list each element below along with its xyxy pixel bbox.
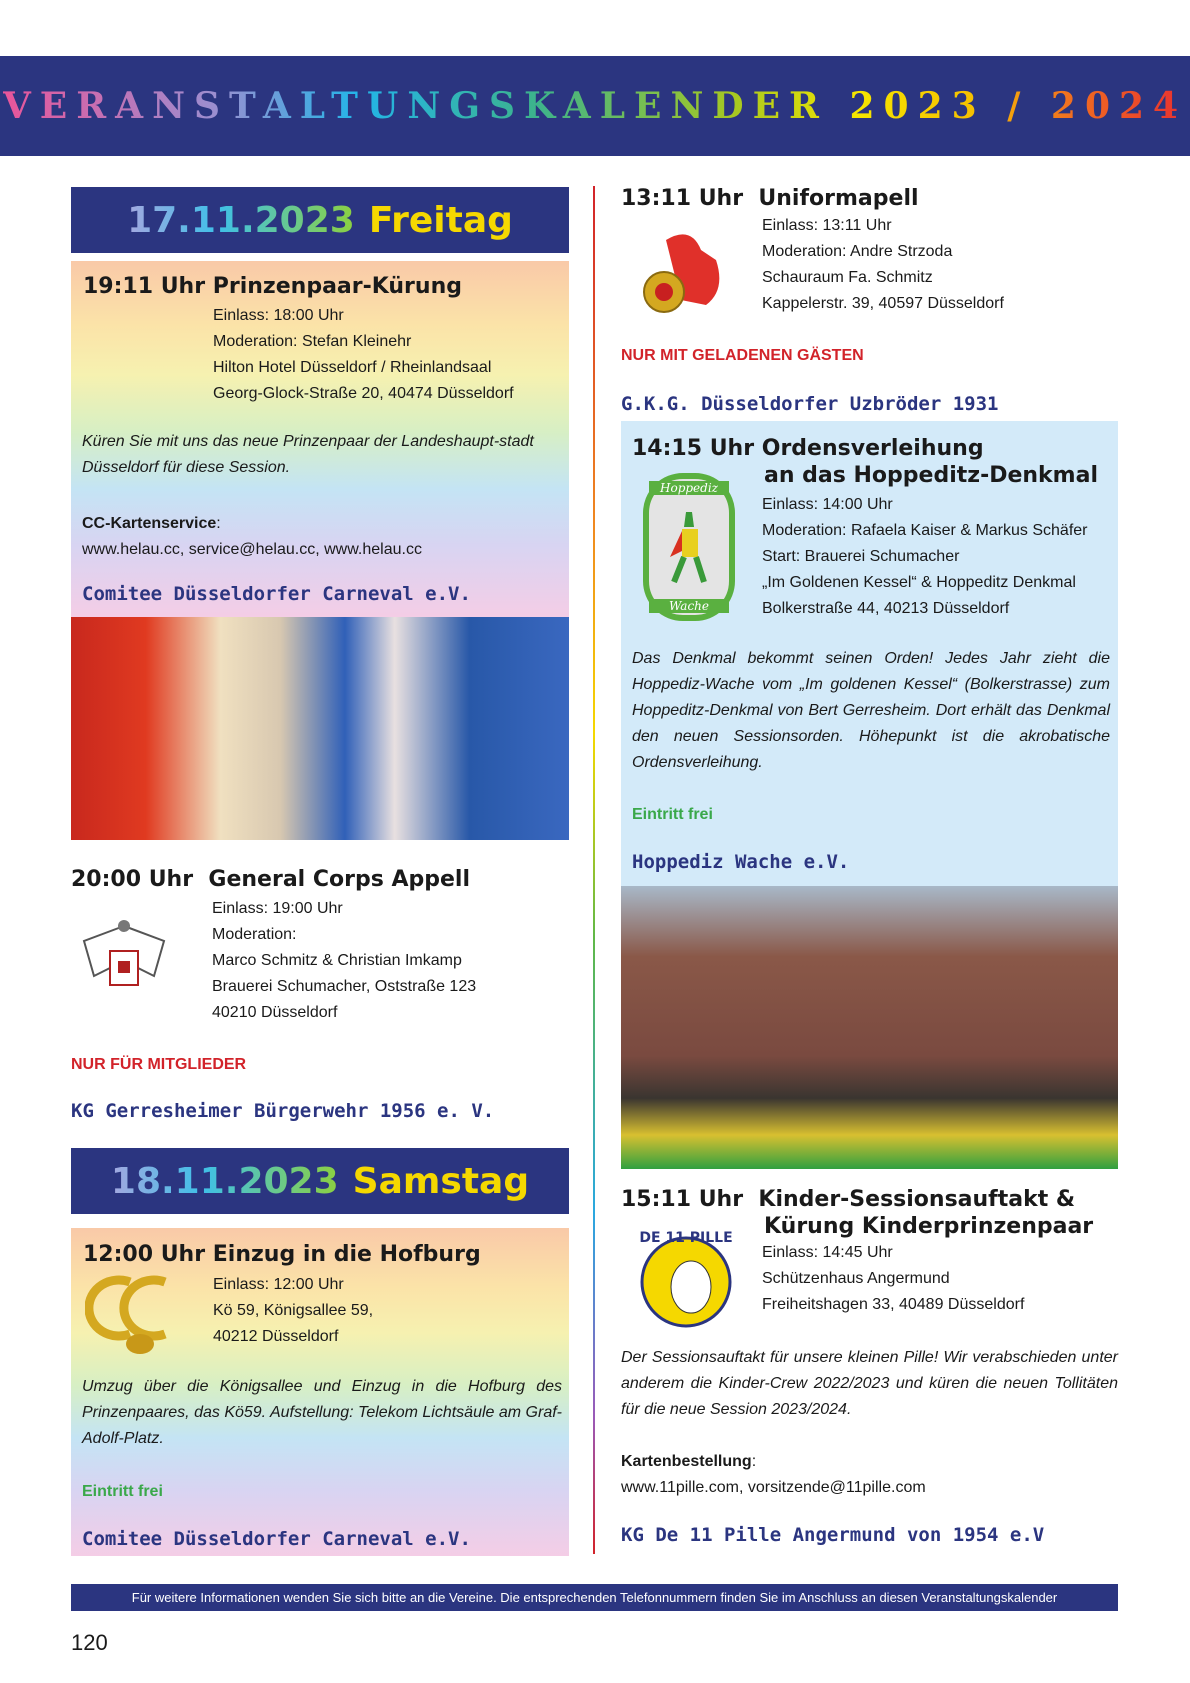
red-lion-icon <box>636 220 736 320</box>
weekday: Samstag <box>352 1160 530 1202</box>
info-line: Schauraum Fa. Schmitz <box>762 269 933 286</box>
header-banner <box>0 56 1190 156</box>
event-time: 20:00 Uhr <box>71 867 194 892</box>
weekday: Freitag <box>368 199 513 241</box>
footer-note <box>71 1584 1118 1611</box>
goose-emblem-icon <box>636 1222 736 1332</box>
ticket-label: Kartenbestellung <box>621 1453 752 1470</box>
logo-text: Wache <box>649 599 729 613</box>
info-line: 40210 Düsseldorf <box>212 1004 338 1021</box>
info-line: Einlass: 14:00 Uhr <box>762 496 893 513</box>
organizer: Hoppediz Wache e.V. <box>632 851 850 873</box>
crest-logo <box>71 903 176 1008</box>
ticket-label: CC-Kartenservice <box>82 515 217 532</box>
cc-logo <box>85 1272 190 1360</box>
event-title: Uniformapell <box>758 186 919 211</box>
invited-only-notice: NUR MIT GELADENEN GÄSTEN <box>621 347 864 364</box>
event-time: 19:11 Uhr <box>83 274 206 299</box>
info-line: Einlass: 12:00 Uhr <box>213 1276 344 1293</box>
info-line: 40212 Düsseldorf <box>213 1328 339 1345</box>
organizer: Comitee Düsseldorfer Carneval e.V. <box>82 583 471 605</box>
ticket-info[interactable]: www.11pille.com, vorsitzende@11pille.com <box>621 1479 926 1496</box>
organizer: Comitee Düsseldorfer Carneval e.V. <box>82 1528 471 1550</box>
info-line: Einlass: 19:00 Uhr <box>212 900 343 917</box>
event-title: Kinder-Sessionsauftakt & <box>758 1187 1076 1212</box>
page-number: 120 <box>71 1630 108 1655</box>
event-info <box>213 303 514 407</box>
info-line: Freiheitshagen 33, 40489 Düsseldorf <box>762 1296 1025 1313</box>
event-title: Ordensverleihung <box>761 436 984 461</box>
event-time: 13:11 Uhr <box>621 186 744 211</box>
organizer: G.K.G. Düsseldorfer Uzbröder 1931 <box>621 393 999 415</box>
info-line: Einlass: 13:11 Uhr <box>762 217 892 234</box>
info-line: Moderation: Andre Strzoda <box>762 243 953 260</box>
info-line: Kappelerstr. 39, 40597 Düsseldorf <box>762 295 1004 312</box>
info-line: Hilton Hotel Düsseldorf / Rheinlandsaal <box>213 359 492 376</box>
footer-text: Für weitere Informationen wenden Sie sich bitte an die Vereine. Die entsprechenden Telefonnummern finden Sie im Anschluss an diesen Veranstaltungskalender <box>131 1590 1058 1605</box>
photo-hoppeditz-monument <box>621 886 1118 1169</box>
cc-emblem-icon <box>85 1272 190 1360</box>
event-title: General Corps Appell <box>208 867 470 892</box>
event-time: 12:00 Uhr <box>83 1242 206 1267</box>
ticket-info[interactable]: www.helau.cc, service@helau.cc, www.helau.cc <box>82 541 422 558</box>
photo-prinzenpaar <box>71 617 569 840</box>
eagle-crest-icon <box>74 906 174 1006</box>
lion-logo <box>636 220 736 320</box>
event-info <box>762 213 1004 317</box>
organizer: KG De 11 Pille Angermund von 1954 e.V <box>621 1524 1045 1546</box>
event-info <box>212 896 476 1026</box>
11pille-logo <box>636 1222 736 1332</box>
event-description: Das Denkmal bekommt seinen Orden! Jedes Jahr zieht die Hoppediz-Wache vom „Im goldenen Kessel“ (Bolkerstrasse) zum Hoppeditz-Denkmal von Bert Gerresheim. Dort erhält das Denkmal den neuen Sessionsorden. Höhepunkt ist die akrobatische Ordensverleihung. <box>632 650 1110 771</box>
entry-free: Eintritt frei <box>82 1483 163 1500</box>
info-line: Brauerei Schumacher, Oststraße 123 <box>212 978 477 995</box>
info-line: Einlass: 14:45 Uhr <box>762 1244 893 1261</box>
info-line: Schützenhaus Angermund <box>762 1270 950 1287</box>
event-title: Einzug in die Hofburg <box>212 1242 481 1267</box>
info-line: Marco Schmitz & Christian Imkamp <box>212 952 462 969</box>
info-line: Kö 59, Königsallee 59, <box>213 1302 374 1319</box>
event-info <box>762 1240 1024 1318</box>
organizer: KG Gerresheimer Bürgerwehr 1956 e. V. <box>71 1100 495 1122</box>
event-time: 14:15 Uhr <box>632 436 755 461</box>
logo-text: Hoppediz <box>649 481 729 495</box>
info-line: „Im Goldenen Kessel“ & Hoppeditz Denkmal <box>762 574 1076 591</box>
event-title: Prinzenpaar-Kürung <box>212 274 462 299</box>
event-description: Umzug über die Königsallee und Einzug in die Hofburg des Prinzenpaares, das Kö59. Aufstellung: Telekom Lichtsäule am Graf-Adolf-Platz. <box>82 1378 562 1447</box>
date: 18.11.2023 <box>110 1160 339 1202</box>
info-line: Georg-Glock-Straße 20, 40474 Düsseldorf <box>213 385 514 402</box>
event-card-hofburg <box>71 1228 569 1556</box>
date: 17.11.2023 <box>127 199 355 241</box>
info-line: Bolkerstraße 44, 40213 Düsseldorf <box>762 600 1010 617</box>
event-info <box>762 492 1087 622</box>
date-header-day2 <box>71 1148 569 1214</box>
event-description: Der Sessionsauftakt für unsere kleinen Pille! Wir verabschieden unter anderem die Kinder-Crew 2022/2023 und küren die neuen Tollitäten für die neue Session 2023/2024. <box>621 1349 1118 1418</box>
entry-free: Eintritt frei <box>632 806 713 823</box>
jester-icon <box>664 507 714 587</box>
info-line: Start: Brauerei Schumacher <box>762 548 960 565</box>
event-card-hoppeditz <box>621 421 1118 886</box>
event-card-prinzenpaar: 19:11 Uhr Prinzenpaar-Kürung Einlass: 18:00 Uhr Moderation: Stefan Kleinehr Hilton Hotel Düsseldorf / Rheinlandsaal Georg-Glock-Straße 20, 40474 Düsseldorf Küren Sie mit uns das neue Prinzenpaar der Landeshaupt-stadt Düsseldorf für diese Session. CC-Kartenservice: www.helau.cc, service@helau.cc, www.helau.cc Comitee Düsseldorfer Carneval e.V. <box>71 261 569 617</box>
date-header-day1 <box>71 187 569 253</box>
info-line: Einlass: 18:00 Uhr <box>213 307 344 324</box>
column-divider <box>593 186 595 1554</box>
event-title-line2: Kürung Kinderprinzenpaar <box>764 1214 1094 1239</box>
event-description: Küren Sie mit uns das neue Prinzenpaar der Landeshaupt-stadt Düsseldorf für diese Session. <box>82 433 534 476</box>
hoppediz-logo <box>643 473 735 621</box>
logo-text: DE 11 PILLE <box>639 1230 733 1246</box>
event-info <box>213 1272 373 1350</box>
event-title-line2: an das Hoppeditz-Denkmal <box>764 463 1098 488</box>
info-line: Moderation: Stefan Kleinehr <box>213 333 412 350</box>
members-only-notice: NUR FÜR MITGLIEDER <box>71 1056 247 1073</box>
info-line: Moderation: Rafaela Kaiser & Markus Schäfer <box>762 522 1088 539</box>
event-time: 15:11 Uhr <box>621 1187 744 1212</box>
page-title: VERANSTALTUNGSKALENDER 2023 / 2024 <box>2 85 1188 127</box>
info-line: Moderation: <box>212 926 297 943</box>
